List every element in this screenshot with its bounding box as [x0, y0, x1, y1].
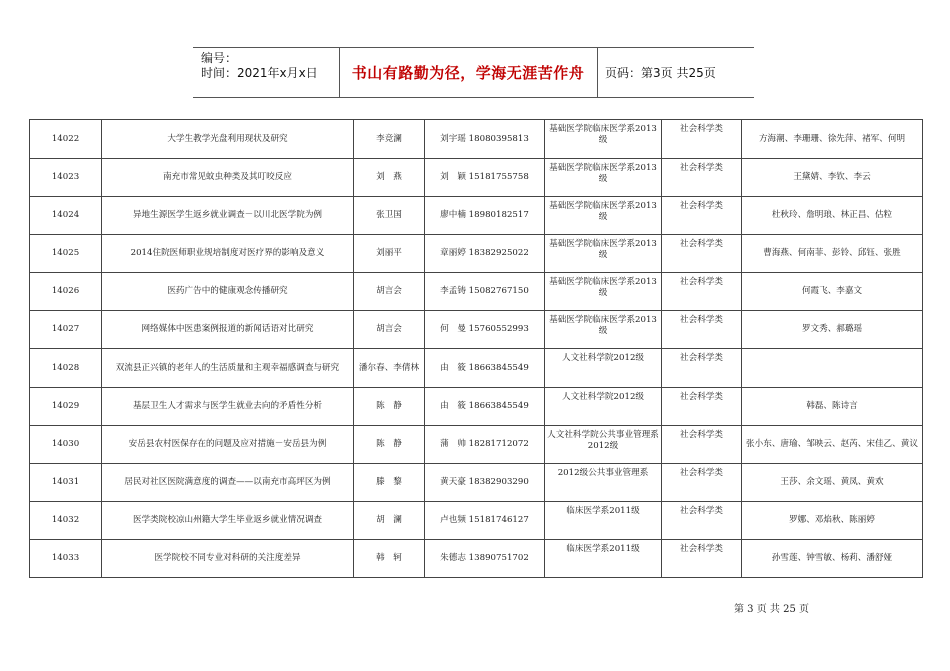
advisor-cell: 胡 澜	[354, 502, 425, 540]
department-cell: 基础医学院临床医学系2013级	[545, 159, 662, 197]
advisor-cell: 刘丽平	[354, 235, 425, 273]
members-cell: 方海潮、李珊珊、徐先萍、褚军、何明	[742, 120, 923, 159]
category-cell: 社会科学类	[662, 388, 742, 426]
leader-contact-cell: 李孟铸 15082767150	[425, 273, 545, 311]
advisor-cell: 陈 静	[354, 426, 425, 464]
advisor-cell: 胡言会	[354, 273, 425, 311]
project-id-cell: 14031	[30, 464, 102, 502]
members-cell: 韩磊、陈诗言	[742, 388, 923, 426]
advisor-cell: 刘 燕	[354, 159, 425, 197]
project-title-cell: 2014住院医师职业规培制度对医疗界的影响及意义	[102, 235, 354, 273]
leader-contact-cell: 由 筱 18663845549	[425, 349, 545, 388]
advisor-cell: 陈 静	[354, 388, 425, 426]
category-cell: 社会科学类	[662, 159, 742, 197]
table-row	[30, 464, 923, 502]
members-cell: 曹海燕、何南菲、彭铃、邱钰、张胜	[742, 235, 923, 273]
advisor-cell: 滕 黎	[354, 464, 425, 502]
department-cell: 临床医学系2011级	[545, 502, 662, 540]
project-title-cell: 医学院校不同专业对科研的关注度差异	[102, 540, 354, 578]
leader-contact-cell: 黄天豪 18382903290	[425, 464, 545, 502]
advisor-cell: 胡言会	[354, 311, 425, 349]
time-label: 时间：2021年x月x日	[201, 66, 318, 80]
department-cell: 基础医学院临床医学系2013级	[545, 311, 662, 349]
members-cell: 王黛婧、李钦、李云	[742, 159, 923, 197]
table-row	[30, 273, 923, 311]
members-cell: 罗娜、邓焰秋、陈丽婷	[742, 502, 923, 540]
leader-contact-cell: 卢也频 15181746127	[425, 502, 545, 540]
advisor-cell: 张卫国	[354, 197, 425, 235]
project-title-cell: 医学类院校凉山州籍大学生毕业返乡就业情况调查	[102, 502, 354, 540]
table-row	[30, 159, 923, 197]
page-footer: 第 3 页 共 25 页	[734, 604, 809, 615]
project-title-cell: 网络媒体中医患案例报道的新闻话语对比研究	[102, 311, 354, 349]
project-table	[29, 119, 923, 578]
department-cell: 基础医学院临床医学系2013级	[545, 235, 662, 273]
project-id-cell: 14022	[30, 120, 102, 159]
category-cell: 社会科学类	[662, 197, 742, 235]
number-label: 编号：	[201, 51, 238, 65]
department-cell: 基础医学院临床医学系2013级	[545, 120, 662, 159]
table-row	[30, 235, 923, 273]
members-cell: 杜秋玲、詹明琅、林正昌、估粒	[742, 197, 923, 235]
header-meta	[201, 51, 318, 81]
project-title-cell: 基层卫生人才需求与医学生就业去向的矛盾性分析	[102, 388, 354, 426]
category-cell: 社会科学类	[662, 273, 742, 311]
department-cell: 基础医学院临床医学系2013级	[545, 273, 662, 311]
project-title-cell: 安岳县农村医保存在的问题及应对措施－安岳县为例	[102, 426, 354, 464]
members-cell: 孙雪莲、钟雪敏、杨莉、潘舒娅	[742, 540, 923, 578]
advisor-cell: 李竞澜	[354, 120, 425, 159]
leader-contact-cell: 刘 颖 15181755758	[425, 159, 545, 197]
advisor-cell: 韩 轲	[354, 540, 425, 578]
project-id-cell: 14030	[30, 426, 102, 464]
category-cell: 社会科学类	[662, 120, 742, 159]
document-header	[193, 47, 754, 98]
category-cell: 社会科学类	[662, 426, 742, 464]
category-cell: 社会科学类	[662, 235, 742, 273]
table-row	[30, 388, 923, 426]
department-cell: 2012级公共事业管理系	[545, 464, 662, 502]
page-code: 页码：第3页 共25页	[605, 66, 716, 80]
leader-contact-cell: 章丽婷 18382925022	[425, 235, 545, 273]
table-row	[30, 349, 923, 388]
leader-contact-cell: 刘宇瑶 18080395813	[425, 120, 545, 159]
category-cell: 社会科学类	[662, 311, 742, 349]
members-cell: 张小东、唐瑜、邹映云、赵芮、宋佳乙、黄议	[742, 426, 923, 464]
motto: 书山有路勤为径，学海无涯苦作舟	[351, 64, 585, 82]
project-title-cell: 异地生源医学生返乡就业调查－以川北医学院为例	[102, 197, 354, 235]
members-cell: 何霞飞、李嘉文	[742, 273, 923, 311]
category-cell: 社会科学类	[662, 540, 742, 578]
project-id-cell: 14029	[30, 388, 102, 426]
project-id-cell: 14026	[30, 273, 102, 311]
project-id-cell: 14025	[30, 235, 102, 273]
table-row	[30, 502, 923, 540]
department-cell: 临床医学系2011级	[545, 540, 662, 578]
project-title-cell: 医药广告中的健康观念传播研究	[102, 273, 354, 311]
leader-contact-cell: 由 筱 18663845549	[425, 388, 545, 426]
department-cell: 人文社科学院2012级	[545, 349, 662, 388]
project-id-cell: 14027	[30, 311, 102, 349]
project-title-cell: 大学生教学光盘利用现状及研究	[102, 120, 354, 159]
leader-contact-cell: 廖中楠 18980182517	[425, 197, 545, 235]
header-divider	[597, 48, 598, 97]
table-row	[30, 540, 923, 578]
category-cell: 社会科学类	[662, 502, 742, 540]
table-row	[30, 426, 923, 464]
project-id-cell: 14023	[30, 159, 102, 197]
category-cell: 社会科学类	[662, 464, 742, 502]
advisor-cell: 潘尔春、李倩林	[354, 349, 425, 388]
department-cell: 人文社科学院2012级	[545, 388, 662, 426]
project-title-cell: 双流县正兴镇的老年人的生活质量和主观幸福感调查与研究	[102, 349, 354, 388]
project-title-cell: 南充市常见蚊虫种类及其叮咬反应	[102, 159, 354, 197]
department-cell: 基础医学院临床医学系2013级	[545, 197, 662, 235]
project-id-cell: 14033	[30, 540, 102, 578]
members-cell: 王莎、余文瑶、黄凤、黄欢	[742, 464, 923, 502]
department-cell: 人文社科学院公共事业管理系2012级	[545, 426, 662, 464]
project-title-cell: 居民对社区医院满意度的调查——以南充市高坪区为例	[102, 464, 354, 502]
category-cell: 社会科学类	[662, 349, 742, 388]
leader-contact-cell: 何 曼 15760552993	[425, 311, 545, 349]
leader-contact-cell: 蒲 帅 18281712072	[425, 426, 545, 464]
table-row	[30, 197, 923, 235]
table-body	[30, 120, 923, 578]
leader-contact-cell: 朱德志 13890751702	[425, 540, 545, 578]
table-row	[30, 120, 923, 159]
members-cell	[742, 349, 923, 388]
table-row	[30, 311, 923, 349]
project-id-cell: 14032	[30, 502, 102, 540]
project-id-cell: 14028	[30, 349, 102, 388]
project-id-cell: 14024	[30, 197, 102, 235]
members-cell: 罗文秀、郝璐瑶	[742, 311, 923, 349]
